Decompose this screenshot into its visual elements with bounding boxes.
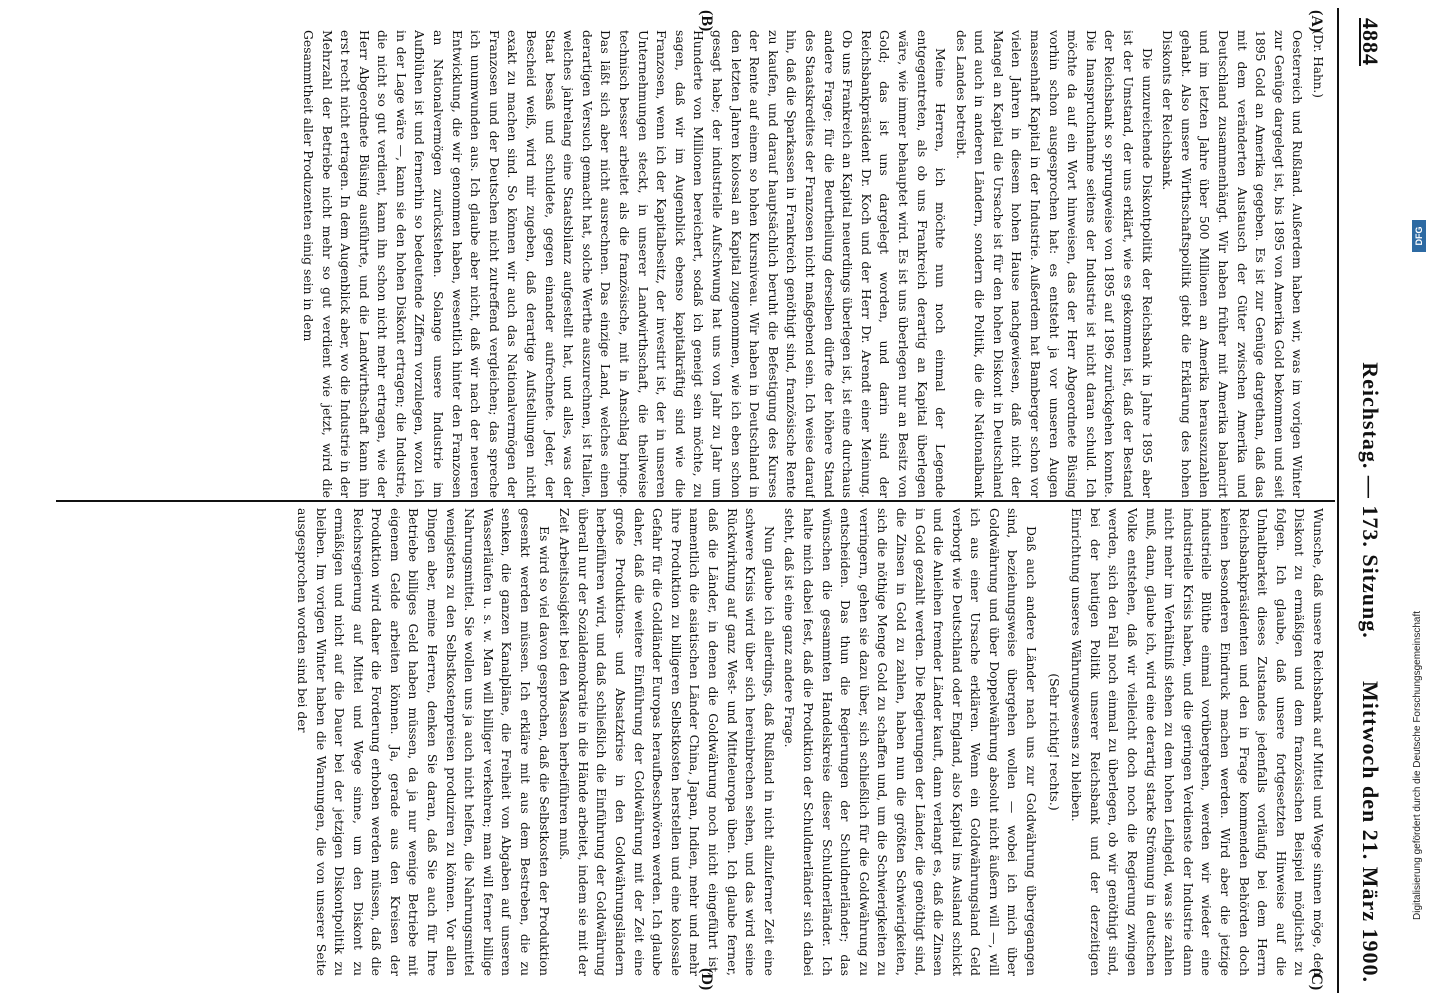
paragraph: Daß auch andere Länder nach uns zur Goldwährung übergegangen sind, beziehungsweise übergehen wollen — wobei ich mich über Goldwährung und über Doppelwährung absolut nicht äußern will —, will ich aus einer Ursache erklären. Wenn ein Goldwährungsland Geld verborgt wie Deutschland oder England, also Kapital ins Ausland schickt und die Anleihen fremder Länder kauft, dann verlangt es, daß die Zinsen in Gold gezahlt werden. Die Regierungen der Länder, die genöthigt sind, die Zinsen in Gold zu zahlen, haben nun die größten Schwierigkeiten, sich die nöthige Menge Gold zu schaffen und, um die Schwierigkeiten zu verringern, gehen sie dazu über, sich schließlich für die Goldwährung zu entscheiden. Das thun die Regierungen der Schuldnerländer; das wünschen die gesammten Handelskreise dieser Schuldnerländer. Ich halte mich dabei fest, daß die Produktion der Schuldnerländer sich dabei steht, daß ist eine ganz andere Frage. — [782, 508, 1040, 976]
page-header — [1345, 18, 1383, 983]
rotated-page-frame — [50, 8, 1395, 993]
dfg-logo — [1412, 220, 1426, 252]
digitization-note: Digitalisierung gefördert durch die Deutsche Forschungsgemeinschaft — [1412, 610, 1423, 920]
paragraph: Nun glaube ich allerdings, daß Rußland in nicht allzuferner Zeit eine schwere Krisis wird über sich hereinbrechen sehen, und das wird seine Rückwirkung auf ganz West- und Mitteleuropa üben. Ich glaube ferner, daß die Länder, in denen die Goldwährung noch nicht eingeführt ist, namentlich die asiatischen Länder China, Japan, Indien, mehr und mehr ihre Produktion zu billigeren Selbstkosten herstellen und eine kolossale Gefahr für die Goldländer Europas heraufbeschwören werden. Ich glaube daher, daß die weitere Einführung der Goldwährung mit der Zeit eine große Produktions- und Absatzkrise in den Goldwährungsländern herbeiführen wird, und daß schließlich die Einführung der Goldwährung überall nur der Sozialdemokratie in die Hände arbeitet, indem sie mit der Zeit Arbeitslosigkeit bei den Massen herbeiführen muß. — [557, 508, 777, 976]
page-title: Reichstag. — 173. Sitzung. — [1358, 362, 1383, 639]
document-page — [50, 8, 1395, 993]
left-column — [60, 30, 1327, 498]
paragraph: Meine Herren, ich möchte nun noch einmal der Legende entgegentreten, als ob uns Frankreich derartig an Kapital überlegen wäre, wie immer behauptet wird. Es ist uns überlegen nur an Besitz von Gold; das ist uns dargelegt worden, und darin sind der Reichsbankpräsident Dr. Koch und der Herr Dr. Arendt einer Meinung. Ob uns Frankreich an Kapital neuerdings überlegen ist, ist eine durchaus andere Frage; für die Beurtheilung derselben dürfte der höhere Stand des Staatskredites der Franzosen nicht maßgebend sein. Ich weise darauf hin, daß die Sparkassen in Frankreich genöthigt sind, französische Rente zu kaufen, und darauf hauptsächlich beruht die Befestigung des Kurses der Rente auf einem so hohen Kursniveau. Wir haben in Deutschland in den letzten Jahren kolossal an Kapital zugenommen, wie ich eben schon gesagt habe; der industrielle Aufschwung hat uns von Jahr zu Jahr um Hunderte von Millionen bereichert, sodaß ich geneigt sein möchte, zu sagen, daß wir im Augenblick ebenso kapitalkräftig sind wie die Franzosen, wenn ich der Kapitalbesitz, der investirt ist, der in unseren Unternehmungen steckt, in unserer Landwirthschaft, die theilweise technisch besser arbeitet als die französische, mit in Anschlag bringe. Das läßt sich aber nicht ausrechnen. Das einzige Land, welches einen derartigen Versuch gemacht hat, solche Werthe auszurechnen, ist Italien, welches jahrelang eine Staatsbilanz aufgestellt hat, und alles, was der Staat besaß und schuldete, gegen einander aufrechnete. Jeder, der Bescheid weiß, wird mir zugeben, daß derartige Aufstellungen nicht exakt zu machen sind. So können wir auch das Nationalvermögen der Franzosen und der Deutschen nicht zutreffend vergleichen; das spreche ich unumwunden aus. Ich glaube aber nicht, daß wir nach der neueren Entwicklung, die wir genommen haben, wesentlich hinter den Franzosen an Nationalvermögen zurückstehen. Solange unsere Industrie im Aufblühen ist und fernerhin so bedeutende Ziffern vorzulegen, wozu ich in der Lage wäre —, kann sie den hohen Diskont ertragen; die Industrie, die nicht so gut verdient, kann ihn schon nicht mehr ertragen, wie der Herr Abgeordnete Büsing ausführte, und die Landwirthschaft kann ihn erst recht nicht ertragen. In dem Augenblick aber, wo die Industrie in der Mehrzahl der Betriebe nicht mehr so gut verdient wie jetzt, wird die Gesammtheit aller Produzenten einig sein in dem — [300, 30, 949, 498]
digitization-credit — [1412, 220, 1426, 920]
paragraph: Oesterreich und Rußland. Außerdem haben wir, was im vorigen Winter zur Genüge dargelegt ist, bis 1895 von Amerika Gold bekommen und seit 1895 Gold an Amerika gegeben. Es ist zur Genüge dargethan, daß das mit dem veränderten Austausch der Güter zwischen Amerika und Deutschland zusammenhängt. Wir haben früher mit Amerika balancirt und im letzten Jahre über 500 Millionen an Amerika herauszuzahlen gehabt. Also unsere Wirthschaftspolitik giebt die Erklärung des hohen Diskonts der Reichsbank. — [1160, 30, 1306, 498]
margin-marker-a: (A) — [1308, 10, 1325, 33]
dfg-logo-text: DFG — [1414, 226, 1424, 246]
paragraph: Es wird so viel davon gesprochen, daß die Selbstkosten der Produktion gesenkt werden müssen. Ich erkläre mit aus dem Bestreben, die zu senken, die ganzen Kanalpläne, die Freiheit von Abgaben auf unseren Wasserläufen u. s. w. Man will billiger verkehren; man will ferner billige Nahrungsmittel. Sie wollen uns ja auch nicht helfen, die Nahrungsmittel wenigstens zu den Selbstkostenpreisen produziren zu können. Vor allen Dingen aber, meine Herren, denken Sie daran, daß Sie auch für Ihre Betriebe billiges Geld haben müssen, da ja nur wenige Betriebe mit eigenem Gelde arbeiten können. Ja, gerade aus den Kreisen der Produktion wird daher die Forderung erhoben werden müssen, daß die Reichsregierung auf Mittel und Wege sinne, um den Diskont zu ermäßigen und nicht auf die Dauer bei der jetzigen Diskontpolitik zu bleiben. Im vorigen Winter haben die Warnungen, die von unserer Seite ausgesprochen worden sind bei der — [294, 508, 552, 976]
header-rule — [1337, 8, 1339, 993]
applause-note: (Sehr richtig! rechts.) — [1046, 673, 1062, 811]
paragraph: Wunsche, daß unsere Reichsbank auf Mittel und Wege sinnen möge, den Diskont zu ermäßigen und dem französischen Beispiel möglichst zu folgen. Ich glaube, daß unsere fortgesetzten Hinweise auf die Unhaltbarkeit dieses Zustandes jedenfalls vorläufig bei dem Herrn Reichsbankpräsidenten und den in Frage kommenden Behörden doch keinen besonderen Eindruck machen werden. Wird aber die jetzige industrielle Blüthe einmal vorübergehen, werden wir wieder eine industrielle Krisis haben, und die geringen Verdienste der Industrie dann nicht mehr im Verhältniß stehen zu dem hohen Leihgeld, was sie zahlen muß, dann, glaube ich, wird eine derartig starke Strömung in deutschen Volke entstehen, daß wir vielleicht doch noch die Regierung zwingen werden, sich den Fall noch einmal zu überlegen, ob wir genöthigt sind, bei der heutigen Politik unserer Reichsbank und der derzeitigen Einrichtung unseres Währungswesens zu bleiben. — [1069, 508, 1326, 976]
paragraph: Die unzureichende Diskontpolitik der Reichsbank in Jahre 1895 aber ist der Umstand, der uns erklärt, wie es gekommen ist, daß der Bestand der Reichsbank so sprungweise von 1895 auf 1896 zurückgehen konnte. Die Inanspruchnahme seitens der Industrie ist nicht daran schuld. Ich möchte da auf ein Wort hinweisen, das der Herr Abgeordnete Büsing vorhin schon ausgesprochen hat: es entsteht ja vor unseren Augen massenhaft Kapital in der Industrie. Außerdem hat Bamberger schon vor vielen Jahren in diesem hohen Hause nachgewiesen, daß nicht der Mangel an Kapital die Ursache ist für den hohen Diskont in Deutschland und auch in anderen Ländern, sondern die Politik, die die Nationalbank des Landes betreibt. — [953, 30, 1155, 498]
margin-marker-d: (D) — [698, 968, 715, 991]
speaker-label: (Dr. Hahn.) — [1311, 30, 1325, 98]
right-column — [60, 508, 1327, 976]
margin-marker-b: (B) — [698, 10, 715, 32]
margin-marker-c: (C) — [1308, 968, 1325, 991]
column-divider — [56, 500, 1335, 502]
session-date: Mittwoch den 21. März 1900. — [1358, 681, 1383, 983]
page-number: 4884 — [1358, 18, 1383, 66]
